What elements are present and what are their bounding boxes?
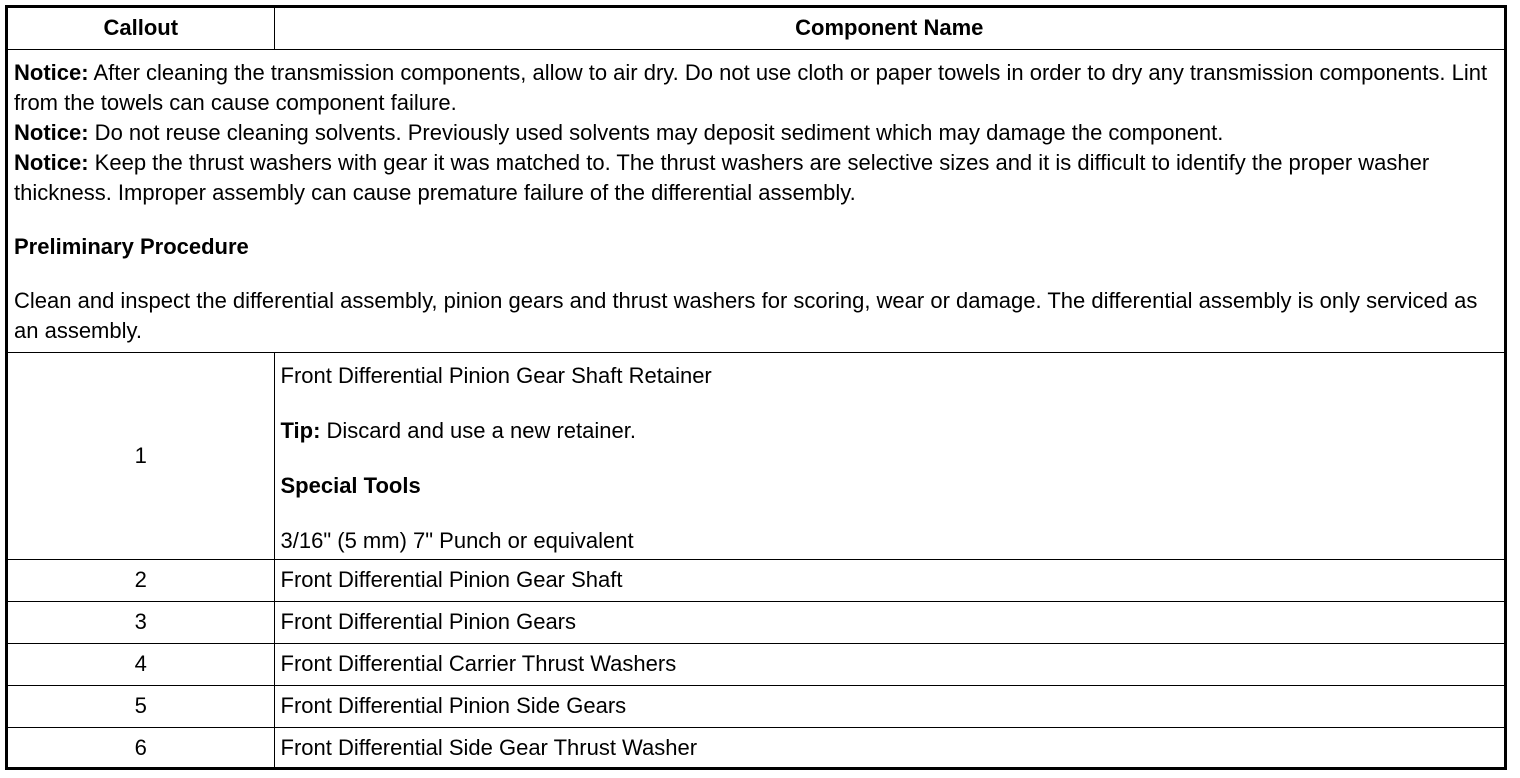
callout-number: 4 [8, 643, 274, 685]
tip-label: Tip: [280, 417, 321, 443]
notice-2 [14, 118, 1498, 148]
table-row [8, 685, 1504, 727]
preliminary-procedure-text: Clean and inspect the differential assembly, pinion gears and thrust washers for scoring, wear or damage. The differential assembly is only serviced as an assembly. [14, 287, 1478, 343]
callout-number: 3 [8, 601, 274, 643]
table-row [8, 559, 1504, 601]
notice-label: Notice: [14, 59, 89, 85]
notes-row [8, 49, 1504, 352]
notice-label: Notice: [14, 149, 89, 175]
notes-cell [8, 49, 1504, 352]
table-row [8, 643, 1504, 685]
callout-number: 6 [8, 727, 274, 769]
table-header-row [8, 8, 1504, 49]
table-row [8, 352, 1504, 559]
component-table [8, 8, 1504, 769]
notice-1 [14, 58, 1498, 118]
notice-text: Do not reuse cleaning solvents. Previously used solvents may deposit sediment which may damage the component. [88, 119, 1224, 145]
notice-3 [14, 148, 1498, 208]
component-name: Front Differential Pinion Gears [274, 601, 1504, 643]
callout-number: 1 [8, 352, 274, 559]
component-name: Front Differential Pinion Gear Shaft [274, 559, 1504, 601]
component-name: Front Differential Pinion Side Gears [274, 685, 1504, 727]
callout-number: 2 [8, 559, 274, 601]
component-name: Front Differential Side Gear Thrust Washer [274, 727, 1504, 769]
table-row [8, 601, 1504, 643]
component-table-frame [5, 5, 1507, 770]
component-name-column-header: Component Name [274, 8, 1504, 49]
component-name: Front Differential Pinion Gear Shaft Retainer [280, 362, 712, 388]
notice-text: After cleaning the transmission components, allow to air dry. Do not use cloth or paper towels in order to dry any transmission components. Lint from the towels can cause component failure. [14, 59, 1488, 115]
preliminary-procedure-title: Preliminary Procedure [14, 233, 249, 259]
notice-label: Notice: [14, 119, 89, 145]
special-tool-item: 3/16" (5 mm) 7" Punch or equivalent [280, 527, 634, 553]
component-name: Front Differential Carrier Thrust Washers [274, 643, 1504, 685]
callout-number: 5 [8, 685, 274, 727]
special-tools-title: Special Tools [280, 472, 421, 498]
tip-note [281, 416, 1499, 446]
callout-column-header: Callout [8, 8, 274, 49]
tip-text: Discard and use a new retainer. [320, 417, 636, 443]
table-row [8, 727, 1504, 769]
component-name-cell [274, 352, 1504, 559]
notice-text: Keep the thrust washers with gear it was matched to. The thrust washers are selective sizes and it is difficult to identify the proper washer thickness. Improper assembly can cause premature failure of the differential assembly. [14, 149, 1430, 205]
